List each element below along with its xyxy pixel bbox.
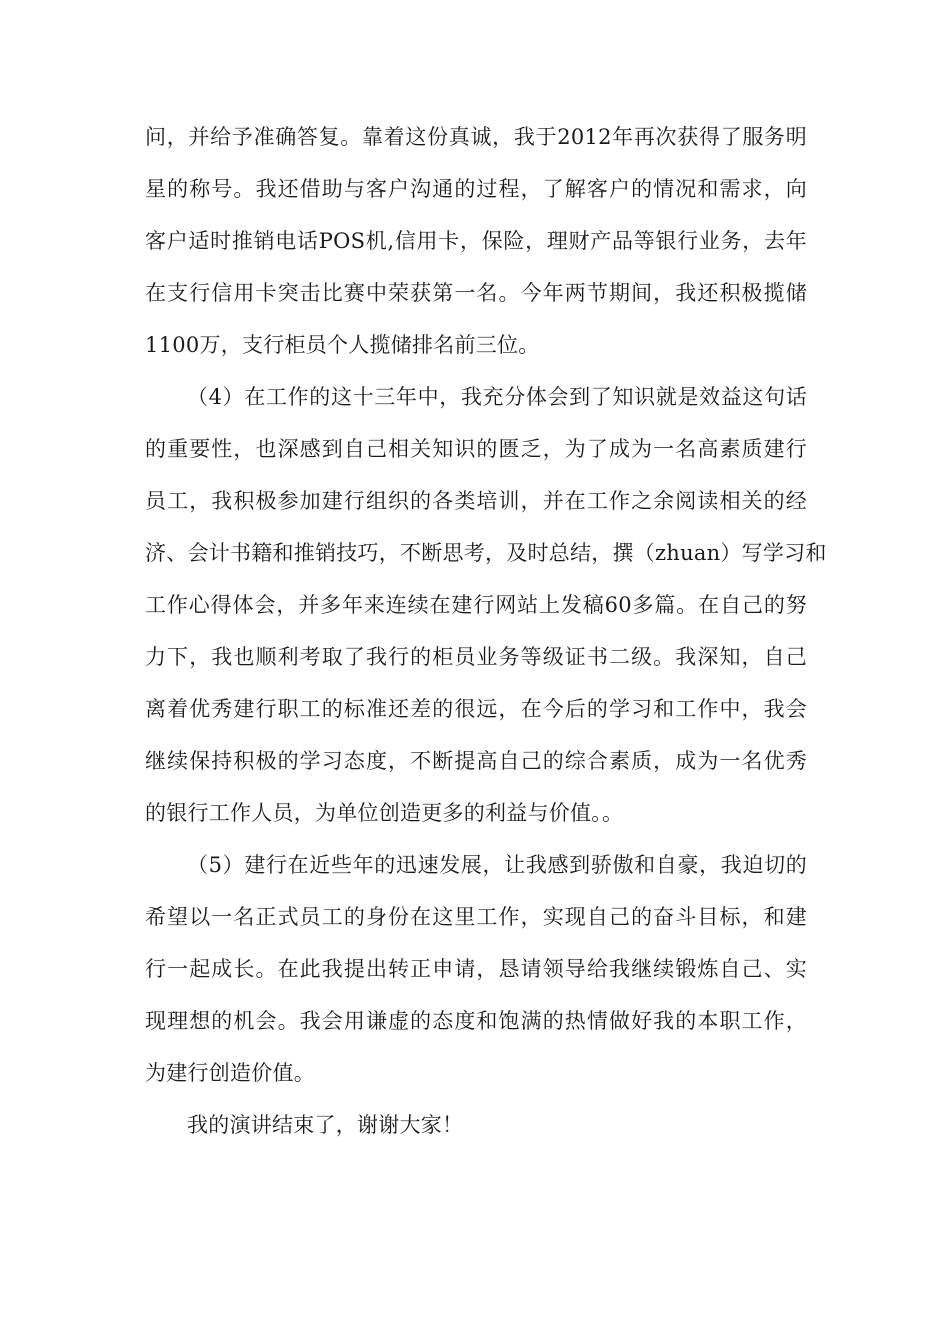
text-line: 济、会计书籍和推销技巧，不断思考，及时总结，撰（zhuan）写学习和 — [145, 541, 827, 565]
text-line: 的银行工作人员，为单位创造更多的利益与价值。。 — [145, 801, 624, 825]
text-line: 为建行创造价值。 — [145, 1061, 315, 1085]
text-line: 客户适时推销电话POS机,信用卡，保险，理财产品等银行业务，去年 — [145, 229, 807, 253]
paragraph-5-first-line: （5）建行在近些年的迅速发展，让我感到骄傲和自豪，我迫切的 — [187, 853, 807, 877]
text-line: 问，并给予准确答复。靠着这份真诚，我于2012年再次获得了服务明 — [145, 125, 807, 149]
text-line: 离着优秀建行职工的标准还差的很远，在今后的学习和工作中，我会 — [145, 697, 807, 721]
text-line: 继续保持积极的学习态度，不断提高自己的综合素质，成为一名优秀 — [145, 749, 807, 773]
text-line: 的重要性，也深感到自己相关知识的匮乏，为了成为一名高素质建行 — [145, 437, 807, 461]
text-line: 工作心得体会，并多年来连续在建行网站上发稿60多篇。在自己的努 — [145, 593, 807, 617]
paragraph-4-first-line: （4）在工作的这十三年中，我充分体会到了知识就是效益这句话 — [187, 385, 807, 409]
text-line: 行一起成长。在此我提出转正申请，恳请领导给我继续锻炼自己、实 — [145, 957, 807, 981]
text-line: 1100万，支行柜员个人揽储排名前三位。 — [145, 333, 540, 357]
document-body — [145, 111, 827, 1151]
text-line: 员工，我积极参加建行组织的各类培训，并在工作之余阅读相关的经 — [145, 489, 807, 513]
closing-line: 我的演讲结束了，谢谢大家！ — [187, 1113, 464, 1137]
text-line: 力下，我也顺利考取了我行的柜员业务等级证书二级。我深知，自己 — [145, 645, 807, 669]
text-line: 现理想的机会。我会用谦虚的态度和饱满的热情做好我的本职工作， — [145, 1009, 807, 1033]
text-line: 在支行信用卡突击比赛中荣获第一名。今年两节期间，我还积极揽储 — [145, 281, 807, 305]
text-line: 希望以一名正式员工的身份在这里工作，实现自己的奋斗目标，和建 — [145, 905, 807, 929]
text-line: 星的称号。我还借助与客户沟通的过程，了解客户的情况和需求，向 — [145, 177, 807, 201]
